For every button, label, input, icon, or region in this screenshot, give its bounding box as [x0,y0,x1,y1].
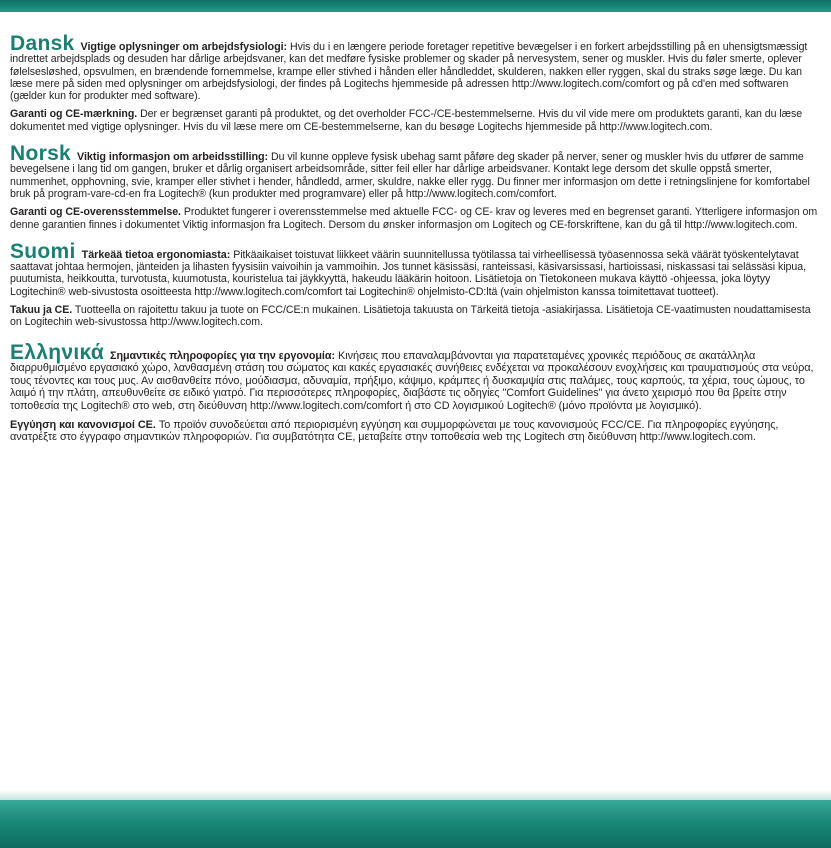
ergonomics-lead-ellinika: Σημαντικές πληροφορίες για την εργονομία: [110,349,336,362]
ergonomics-body-norsk: Du vil kunne oppleve fysisk ubehag samt påføre deg skader på nerver, sener og muskler hvis du utfører de samme bevegelsene i lang tid om gangen, bruker et dårlig organisert arbeidsområde, sitter feil eller har dårlige arbeidsvaner. Kontakt lege dersom det skulle oppstå smerter, nummenhet, opphovning, svie, kramper eller stivhet i hender, håndledd, armer, skuldre, nakke eller rygg. Du finner mer informasjon om dette i retningslinjene for komfortabel bruk på program-vare-cd-en fra Logitech® (kun produkter med programvare) eller på http://www.logitech.com/comfort. [10,151,810,200]
warranty-body-dansk: Der er begrænset garanti på produktet, og det overholder FCC-/CE-bestemmelserne. Hvis du vil vide mere om produktets garanti, kan du læse dokumentet med vigtige oplysninger. Hvis du vil læse mere om CE-bestemmelserne, kan du besøge Logitechs hjemmeside på http://www.logitech.com. [10,108,803,133]
warranty-paragraph-suomi [10,304,818,329]
warranty-lead-suomi: Takuu ja CE. [10,304,73,317]
ergonomics-lead-suomi: Tärkeää tietoa ergonomiasta: [81,248,231,261]
ergonomics-body-dansk: Hvis du i en længere periode foretager repetitive bevægelser i en forkert arbejdsstilling på en uhensigtsmæssigt indrettet arbejdsplads og desuden har dårlige arbejdsvaner, kan det medføre fysiske problemer og skader på nervesystem, sener og muskler. Hvis du føler smerte, oplever følelsesløshed, opsvulmen, en brændende fornemmelse, krampe eller stivhed i hånden eller håndleddet, skulderen, nakken eller ryggen, skal du straks søge læge. Du kan læse mere på siden med oplysninger om arbejdsfysiologi, der findes på Logitechs hjemmeside på adressen http://www.logitech.com/comfort og på cd'en med softwaren (gælder kun for produkter med software). [10,41,808,103]
section-dansk [10,32,818,133]
top-color-band [0,0,831,12]
language-heading-dansk: Dansk [10,32,75,55]
ergonomics-body-ellinika: Κινήσεις που επαναλαμβάνονται για παρατεταμένες χρονικές περιόδους σε ακατάλληλα διαρρυθμισμένο εργασιακό χώρο, λανθασμένη στάση του σώματος και κακές εργασιακές συνήθειες ενδέχεται να προκαλέσουν ενοχλήσεις και τραυματισμούς στα νεύρα, τους τένοντες και τους μυς. Αν αισθανθείτε πόνο, μούδιασμα, αδυναμία, πρήξιμο, κάψιμο, κράμπες ή δυσκαμψία στις παλάμες, τους καρπούς, τα χέρια, τους ώμους, το λαιμό ή την πλάτη, απευθυνθείτε σε ειδικό γιατρό. Για περισσότερες πληροφορίες, διαβάστε τις οδηγίες "Comfort Guidelines" για άνετο χειρισμό που θα βρείτε στην τοποθεσία της Logitech® στο web, στη διεύθυνση http://www.logitech.com/comfort ή στο CD λογισμικού Logitech® (μόνο προϊόντα με λογισμικό). [10,349,814,413]
language-heading-ellinika: Ελληνικά [10,340,105,364]
warranty-lead-norsk: Garanti og CE-overensstemmelse. [10,206,181,219]
ergonomics-paragraph-suomi [10,239,818,298]
ergonomics-paragraph-norsk [10,142,818,200]
ergonomics-body-suomi: Pitkäaikaiset toistuvat liikkeet väärin suunnitellussa työtilassa tai virheellisessä työasennossa sekä väärät työskentelytavat saattavat johtaa hermojen, jänteiden ja lihasten fyysisiin vaivoihin ja vammoihin. Jos tunnet käsissäsi, ranteissasi, käsivarsissasi, hartioissasi, niskassasi tai selässäsi kipua, puutumista, heikkoutta, turvotusta, kuumotusta, kouristelua tai jäykkyyttä, hakeudu lääkärin hoitoon. Lisätietoja on Tietokoneen mukava käyttö -ohjeessa, joka löytyy Logitechin® web-sivustosta osoitteesta http://www.logitech.com/comfort tai Logitechin® ohjelmisto-CD:ltä (vain ohjelmiston kanssa toimitettavat tuotteet). [10,248,806,298]
warranty-lead-dansk: Garanti og CE-mærkning. [10,108,138,121]
warranty-paragraph-ellinika [10,419,818,444]
section-norsk [10,142,818,231]
ergonomics-paragraph-ellinika [10,340,818,413]
warranty-body-suomi: Tuotteella on rajoitettu takuu ja tuote on FCC/CE:n mukainen. Lisätietoja takuusta on Tärkeitä tietoja -asiakirjassa. Lisätietoja CE-vaatimusten noudattamisesta on Logitechin web-sivustossa http://www.logitech.com. [10,304,811,329]
warranty-paragraph-norsk [10,206,818,231]
section-ellinika [10,340,818,444]
language-heading-suomi: Suomi [10,239,76,263]
bottom-color-band [0,800,831,848]
warranty-paragraph-dansk [10,108,818,133]
ergonomics-paragraph-dansk [10,32,818,103]
ergonomics-lead-norsk: Viktig informasjon om arbeidsstilling: [77,151,269,164]
warranty-body-norsk: Produktet fungerer i overensstemmelse med aktuelle FCC- og CE- krav og leveres med en begrenset garanti. Ytterligere informasjon om denne garantien finnes i dokumentet Viktig informasjon fra Logitech. Dersom du ønsker informasjon om Logitech og CE-forskriftene, kan du gå til http://www.logitech.com. [10,206,818,231]
document-body [10,32,818,444]
language-heading-norsk: Norsk [10,142,72,166]
warranty-body-ellinika: Το προϊόν συνοδεύεται από περιορισμένη εγγύηση και συμμορφώνεται με τους κανονισμούς FCC/CE. Για πληροφορίες εγγύησης, ανατρέξτε στο έγγραφο σημαντικών πληροφοριών. Για συμβατότητα CE, μεταβείτε στην τοποθεσία web της Logitech στη διεύθυνση http://www.logitech.com. [10,418,779,444]
bottom-band-fade [0,790,831,800]
warranty-lead-ellinika: Εγγύηση και κανονισμοί CE. [10,418,156,431]
ergonomics-lead-dansk: Vigtige oplysninger om arbejdsfysiologi: [80,41,288,53]
section-suomi [10,239,818,329]
